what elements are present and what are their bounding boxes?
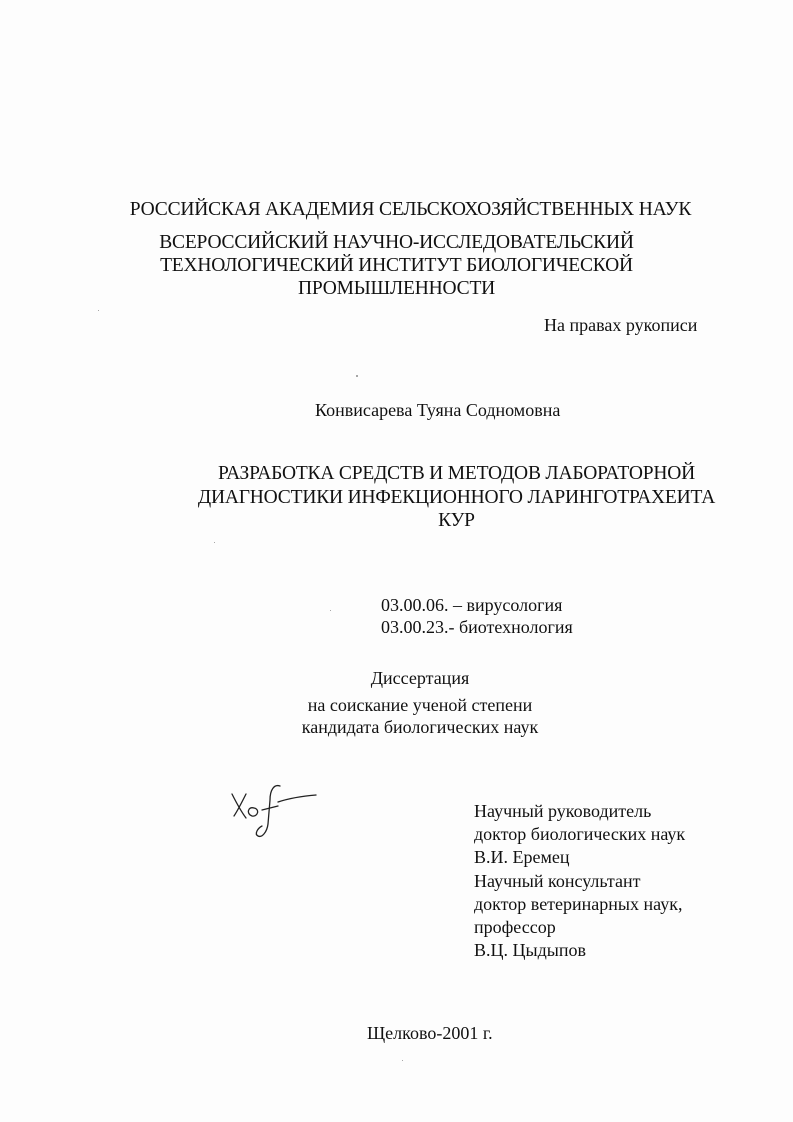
scan-speck [356, 375, 358, 377]
consultant-title: профессор [474, 917, 556, 938]
scan-speck [330, 610, 331, 611]
supervisor-name: В.И. Еремец [474, 847, 570, 868]
author-name: Конвисарева Туяна Содномовна [315, 400, 561, 420]
supervisors-block [474, 800, 774, 962]
handwritten-signature [228, 780, 320, 840]
academy-name: РОССИЙСКАЯ АКАДЕМИЯ СЕЛЬСКОХОЗЯЙСТВЕННЫХ НАУК [129, 199, 692, 220]
thesis-title-line-1: РАЗРАБОТКА СРЕДСТВ И МЕТОДОВ ЛАБОРАТОРНОЙ [217, 463, 696, 484]
institute-name-line-3: ПРОМЫШЛЕННОСТИ [297, 278, 496, 299]
degree-line-2: кандидата биологических наук [301, 717, 539, 737]
supervisor-role: Научный руководитель [474, 801, 652, 821]
institute-name-line-1: ВСЕРОССИЙСКИЙ НАУЧНО-ИССЛЕДОВАТЕЛЬСКИЙ [159, 232, 634, 253]
supervisor-degree: доктор биологических наук [474, 824, 686, 845]
degree-line-1: на соискание ученой степени [307, 695, 533, 715]
scan-speck [98, 310, 99, 311]
city-year: Щелково-2001 г. [367, 1023, 493, 1043]
consultant-name: В.Ц. Цыдыпов [474, 940, 586, 961]
specialty-biotechnology: 03.00.23.- биотехнология [381, 617, 573, 637]
thesis-title-line-3: КУР [438, 510, 475, 531]
institute-name-line-2: ТЕХНОЛОГИЧЕСКИЙ ИНСТИТУТ БИОЛОГИЧЕСКОЙ [160, 255, 633, 276]
specialty-virology: 03.00.06. – вирусология [381, 595, 563, 615]
dissertation-heading: Диссертация [370, 668, 470, 688]
thesis-title-line-2: ДИАГНОСТИКИ ИНФЕКЦИОННОГО ЛАРИНГОТРАХЕИТА [197, 487, 716, 508]
consultant-degree: доктор ветеринарных наук, [474, 893, 683, 914]
consultant-role: Научный консультант [474, 870, 641, 891]
scan-speck [402, 1060, 403, 1061]
scan-speck [214, 542, 215, 543]
rights-note: На правах рукописи [544, 315, 698, 335]
